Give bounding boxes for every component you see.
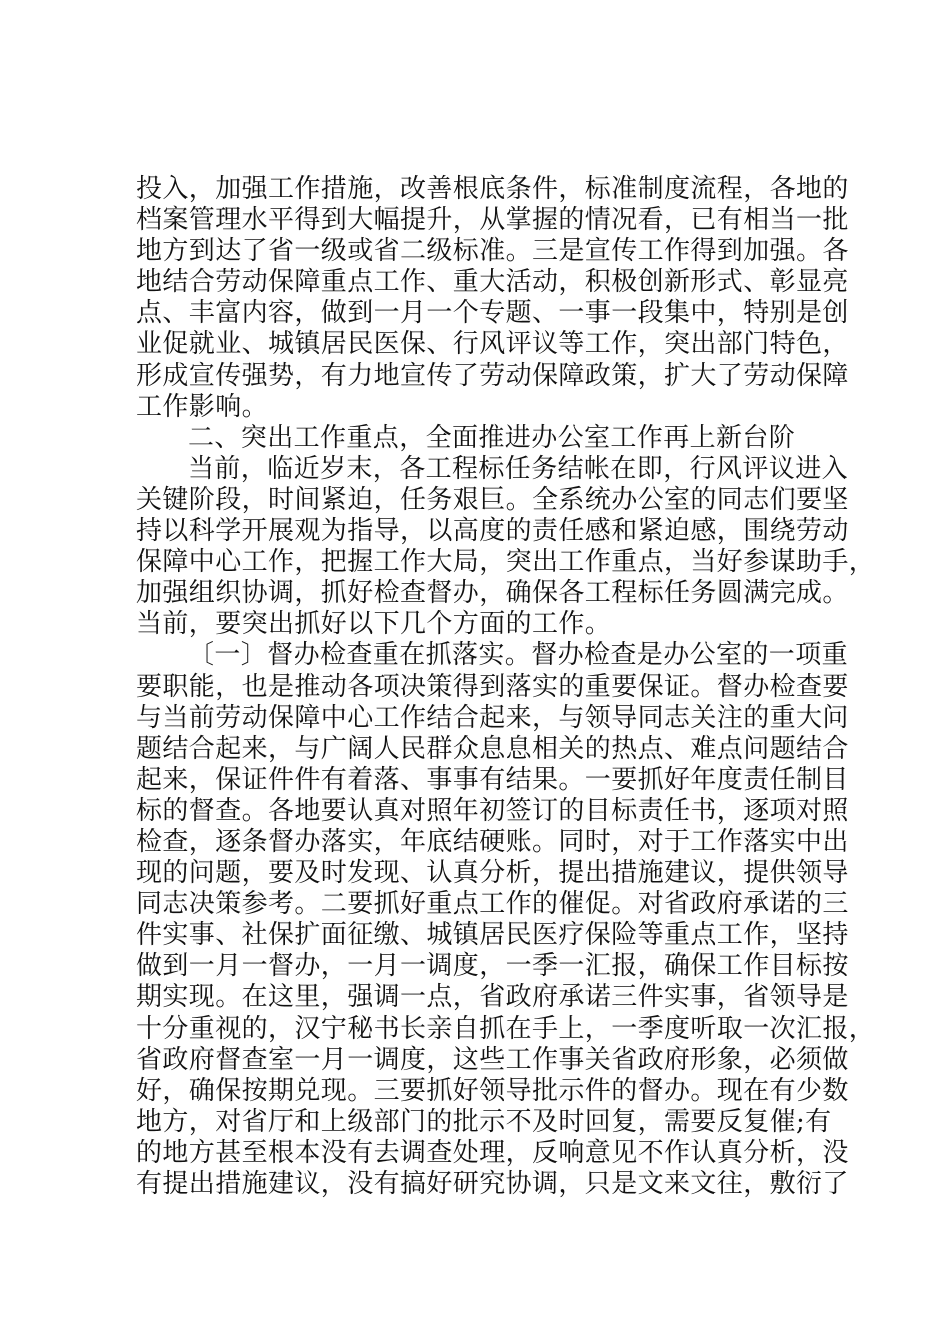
text-line: 与当前劳动保障中心工作结合起来，与领导同志关注的重大问 bbox=[136, 702, 849, 733]
text-line: 投入，加强工作措施，改善根底条件，标准制度流程，各地的 bbox=[136, 174, 849, 204]
document-body-text bbox=[136, 174, 876, 1200]
text-line: 当前，临近岁末，各工程标任务结帐在即，行风评议进入 bbox=[188, 453, 849, 484]
text-line: 地方到达了省一级或省二级标准。三是宣传工作得到加强。各 bbox=[136, 236, 849, 267]
text-line: 〔一〕督办检查重在抓落实。督办检查是办公室的一项重 bbox=[188, 640, 849, 671]
text-line: 省政府督查室一月一调度，这些工作事关省政府形象，必须做 bbox=[136, 1044, 849, 1075]
text-line: 的地方甚至根本没有去调查处理，反响意见不作认真分析，没 bbox=[136, 1137, 849, 1168]
text-line: 好，确保按期兑现。三要抓好领导批示件的督办。现在有少数 bbox=[136, 1075, 849, 1106]
text-line: 形成宣传强势，有力地宣传了劳动保障政策，扩大了劳动保障 bbox=[136, 360, 849, 391]
text-line: 业促就业、城镇居民医保、行风评议等工作，突出部门特色， bbox=[136, 329, 849, 360]
text-line: 有提出措施建议，没有搞好研究协调，只是文来文往，敷衍了 bbox=[136, 1169, 849, 1199]
text-line: 二、突出工作重点，全面推进办公室工作再上新台阶 bbox=[188, 422, 796, 453]
text-line: 现的问题，要及时发现、认真分析，提出措施建议，提供领导 bbox=[136, 858, 849, 889]
text-line: 题结合起来，与广阔人民群众息息相关的热点、难点问题结合 bbox=[136, 733, 849, 764]
text-line: 检查，逐条督办落实，年底结硬账。同时，对于工作落实中出 bbox=[136, 826, 849, 857]
text-line: 件实事、社保扩面征缴、城镇居民医疗保险等重点工作，坚持 bbox=[136, 920, 849, 951]
text-line: 工作影响。 bbox=[136, 391, 269, 422]
text-line: 要职能，也是推动各项决策得到落实的重要保证。督办检查要 bbox=[136, 671, 849, 702]
text-line: 当前，要突出抓好以下几个方面的工作。 bbox=[136, 609, 612, 640]
text-line: 持以科学开展观为指导，以高度的责任感和紧迫感，围绕劳动 bbox=[136, 516, 849, 547]
text-line: 做到一月一督办，一月一调度，一季一汇报，确保工作目标按 bbox=[136, 951, 849, 982]
text-line: 档案管理水平得到大幅提升，从掌握的情况看，已有相当一批 bbox=[136, 205, 849, 236]
text-line: 同志决策参考。二要抓好重点工作的催促。对省政府承诺的三 bbox=[136, 889, 849, 920]
text-line: 点、丰富内容，做到一月一个专题、一事一段集中，特别是创 bbox=[136, 298, 849, 329]
text-line: 地方，对省厅和上级部门的批示不及时回复，需要反复催;有 bbox=[136, 1106, 832, 1137]
text-line: 标的督查。各地要认真对照年初签订的目标责任书，逐项对照 bbox=[136, 795, 849, 826]
text-line: 关键阶段，时间紧迫，任务艰巨。全系统办公室的同志们要坚 bbox=[136, 484, 849, 515]
text-line: 保障中心工作，把握工作大局，突出工作重点，当好参谋助手， bbox=[136, 547, 876, 578]
text-line: 期实现。在这里，强调一点，省政府承诺三件实事，省领导是 bbox=[136, 982, 849, 1013]
text-line: 起来，保证件件有着落、事事有结果。一要抓好年度责任制目 bbox=[136, 764, 849, 795]
text-line: 十分重视的，汉宁秘书长亲自抓在手上，一季度听取一次汇报， bbox=[136, 1013, 876, 1044]
text-line: 加强组织协调，抓好检查督办，确保各工程标任务圆满完成。 bbox=[136, 578, 849, 609]
text-line: 地结合劳动保障重点工作、重大活动，积极创新形式、彰显亮 bbox=[136, 267, 849, 298]
